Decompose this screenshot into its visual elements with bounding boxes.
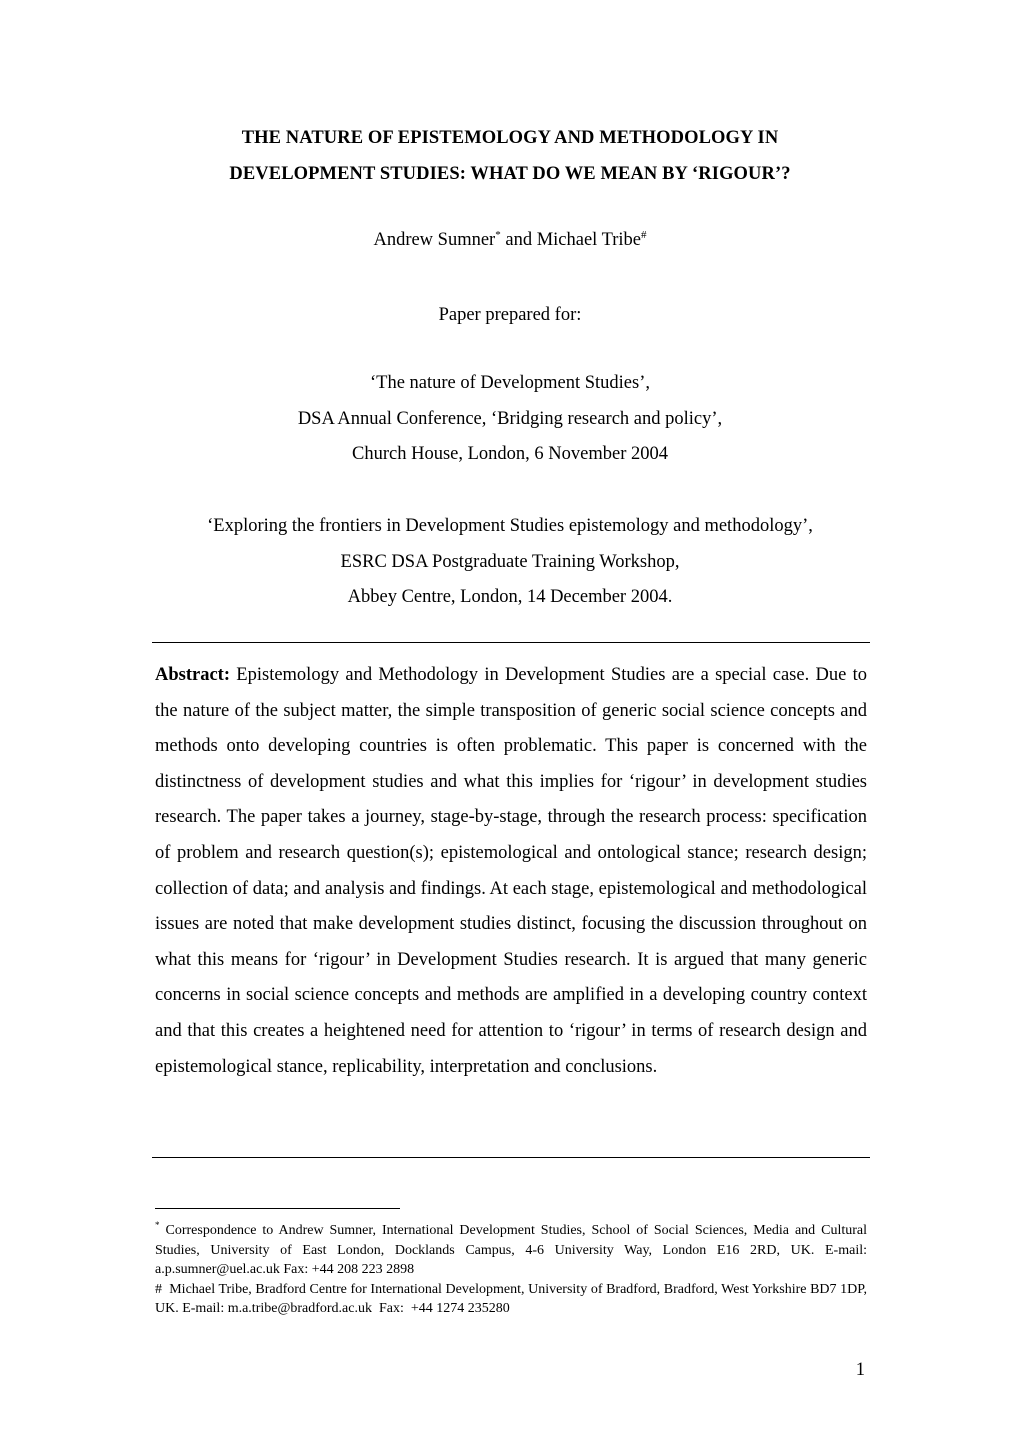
event-conference-line-2: DSA Annual Conference, ‘Bridging research and policy’,: [297, 408, 723, 429]
abstract-bottom-rule: [152, 1157, 870, 1158]
author-2-footnote-mark: #: [641, 228, 647, 241]
paper-title-line-1: THE NATURE OF EPISTEMOLOGY AND METHODOLOGY IN: [241, 128, 779, 148]
event-workshop: [0, 509, 1020, 616]
prepared-for: Paper prepared for:: [438, 305, 582, 325]
event-conference: [0, 366, 1020, 473]
paper-title-line-2: DEVELOPMENT STUDIES: WHAT DO WE MEAN BY ‘RIGOUR’?: [229, 164, 791, 184]
author-connector: and: [500, 230, 537, 250]
event-workshop-line-1: ‘Exploring the frontiers in Development Studies epistemology and methodology’,: [207, 516, 813, 536]
authors: [0, 228, 1020, 252]
footnote-1-text: Correspondence to Andrew Sumner, International Development Studies, School of Social Sciences, Media and Cultural Studies, University of East London, Docklands Campus, 4-6 University Way, London E16 2RD, UK. E-mail: a.p.sumner@uel.ac.uk Fax: +44 208 223 2898: [155, 1223, 867, 1278]
author-2: Michael Tribe: [536, 230, 642, 250]
event-workshop-line-2: ESRC DSA Postgraduate Training Workshop,: [340, 551, 680, 572]
footnote-separator: [155, 1208, 400, 1209]
author-1: Andrew Sumner: [373, 230, 496, 250]
abstract-label: Abstract:: [155, 665, 231, 685]
paper-title: [0, 120, 1020, 192]
footnotes: [155, 1220, 871, 1319]
event-workshop-line-3: Abbey Centre, London, 14 December 2004.: [347, 587, 673, 607]
abstract-top-rule: [152, 642, 870, 643]
footnote-2: # Michael Tribe, Bradford Centre for International Development, University of Bradford, Bradford, West Yorkshire BD7 1DP, UK. E-mail: m.a.tribe@bradford.ac.uk Fax: +44 1274 235280: [155, 1281, 871, 1317]
footnote-1-mark: *: [155, 1220, 160, 1231]
event-conference-line-1: ‘The nature of Development Studies’,: [370, 373, 650, 393]
page-number: 1: [855, 1360, 865, 1380]
abstract-text: Epistemology and Methodology in Development Studies are a special case. Due to the nature of the subject matter, the simple transposition of generic social science concepts and methods onto developing countries is often problematic. This paper is concerned with the distinctness of development studies and what this implies for ‘rigour’ in development studies research. The paper takes a journey, stage-by-stage, through the research process: specification of problem and research question(s); epistemological and ontological stance; research design; collection of data; and analysis and findings. At each stage, epistemological and methodological issues are noted that make development studies distinct, focusing the discussion throughout on what this means for ‘rigour’ in Development Studies research. It is argued that many generic concerns in social science concepts and methods are amplified in a developing country context and that this creates a heightened need for attention to ‘rigour’ in terms of research design and epistemological stance, replicability, interpretation and conclusions.: [155, 665, 867, 1077]
author-1-footnote-mark: *: [495, 228, 501, 241]
event-conference-line-3: Church House, London, 6 November 2004: [352, 444, 668, 464]
abstract: [155, 658, 867, 1085]
footnote-1: [155, 1221, 867, 1280]
